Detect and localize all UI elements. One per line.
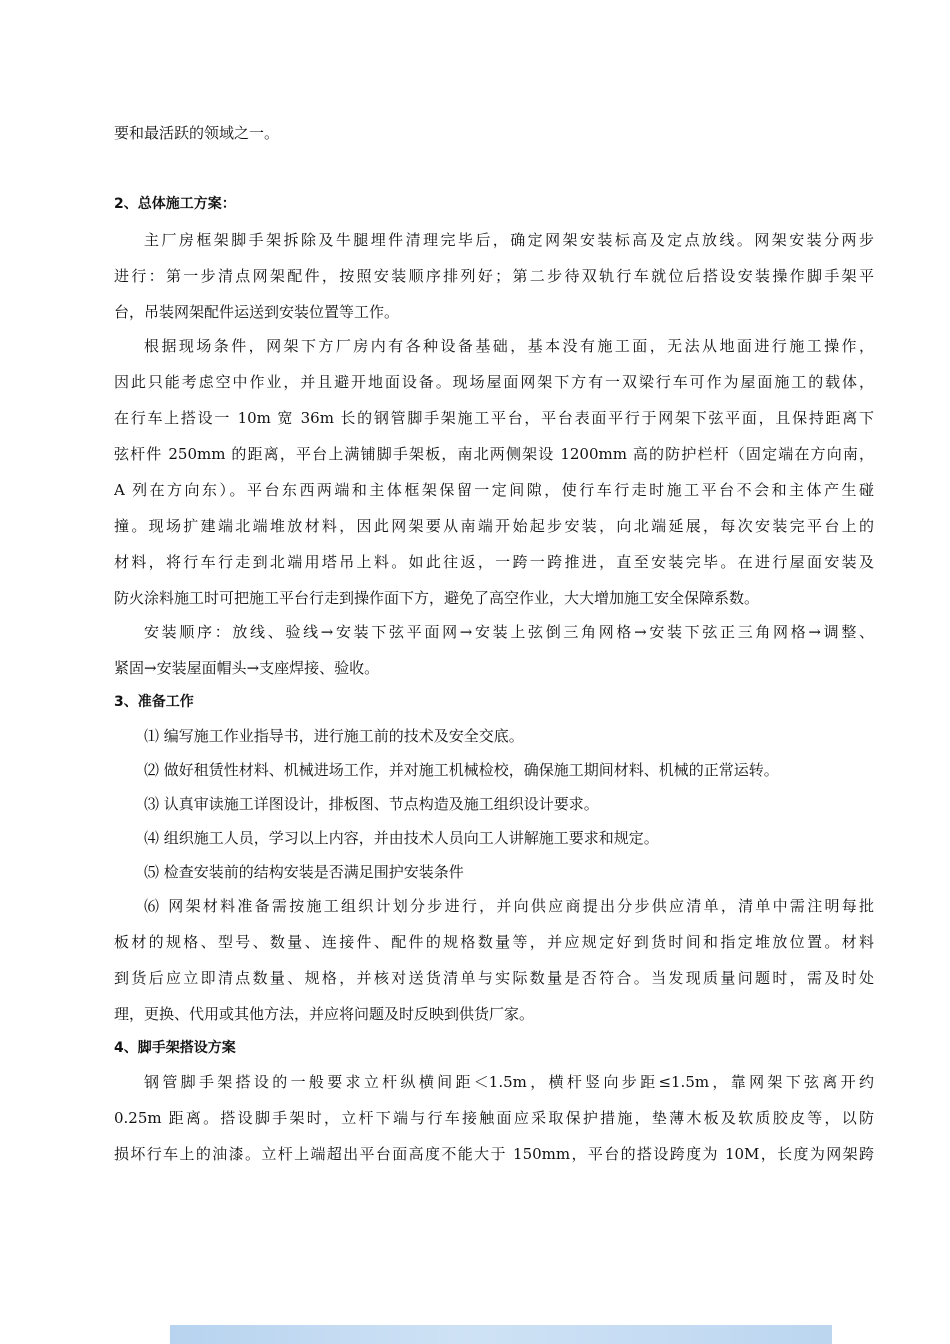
intro-tail-line: 要和最活跃的领域之一。: [114, 124, 280, 142]
s2-p3-line-2: 紧固→安装屋面帽头→支座焊接、验收。: [114, 659, 380, 677]
s2-p2-line-5: A 列在方向东）。平台东西两端和主体框架保留一定间隙，使行车行走时施工平台不会和主体产生碰: [114, 481, 874, 499]
s2-p2-line-2: 因此只能考虑空中作业，并且避开地面设备。现场屋面网架下方有一双梁行车可作为屋面施工的载体，: [114, 373, 874, 391]
s2-p2-line-6: 撞。现场扩建端北端堆放材料，因此网架要从南端开始起步安装，向北端延展，每次安装完平台上的: [114, 517, 874, 535]
footer-decoration-band: [170, 1325, 832, 1344]
s4-p1-line-3: 损坏行车上的油漆。立杆上端超出平台面高度不能大于 150mm，平台的搭设跨度为 10M，长度为网架跨: [114, 1145, 874, 1163]
s4-p1-line-1: 钢管脚手架搭设的一般要求立杆纵横间距＜1.5m，横杆竖向步距≤1.5m，靠网架下弦离开约: [144, 1073, 874, 1091]
s2-p1-line-2: 进行：第一步清点网架配件，按照安装顺序排列好；第二步待双轨行车就位后搭设安装操作脚手架平: [114, 267, 874, 285]
s2-p3-line-1: 安装顺序：放线、验线→安装下弦平面网→安装上弦倒三角网格→安装下弦正三角网格→调整、: [144, 623, 874, 641]
s3-item-6-line-2: 板材的规格、型号、数量、连接件、配件的规格数量等，并应规定好到货时间和指定堆放位置。材料: [114, 933, 874, 951]
s3-item-2: ⑵ 做好租赁性材料、机械进场工作，并对施工机械检校，确保施工期间材料、机械的正常运转。: [144, 761, 779, 779]
section-4-heading: 4、脚手架搭设方案: [114, 1040, 236, 1056]
s3-item-6-line-1: ⑹ 网架材料准备需按施工组织计划分步进行，并向供应商提出分步供应清单，清单中需注明每批: [144, 897, 874, 915]
s3-item-5: ⑸ 检查安装前的结构安装是否满足围护安装条件: [144, 863, 464, 881]
s2-p2-line-3: 在行车上搭设一 10m 宽 36m 长的钢管脚手架施工平台，平台表面平行于网架下弦平面，且保持距离下: [114, 409, 874, 427]
document-body: [114, 123, 874, 1164]
s3-item-3: ⑶ 认真审读施工详图设计，排板图、节点构造及施工组织设计要求。: [144, 795, 599, 813]
s2-p1-line-3: 台，吊装网架配件运送到安装位置等工作。: [114, 303, 400, 321]
s2-p2-line-7: 材料，将行车行走到北端用塔吊上料。如此往返，一跨一跨推进，直至安装完毕。在进行屋面安装及: [114, 553, 874, 571]
s3-item-6-line-4: 理，更换、代用或其他方法，并应将问题及时反映到供货厂家。: [114, 1005, 535, 1023]
s4-p1-line-2: 0.25m 距离。搭设脚手架时，立杆下端与行车接触面应采取保护措施，垫薄木板及软质胶皮等，以防: [114, 1109, 874, 1127]
s2-p2-line-1: 根据现场条件，网架下方厂房内有各种设备基础，基本没有施工面，无法从地面进行施工操作，: [144, 337, 874, 355]
s2-p1-line-1: 主厂房框架脚手架拆除及牛腿埋件清理完毕后，确定网架安装标高及定点放线。网架安装分两步: [144, 231, 874, 249]
s2-p2-line-4: 弦杆件 250mm 的距离，平台上满铺脚手架板，南北两侧架设 1200mm 高的防护栏杆（固定端在方向南，: [114, 445, 874, 463]
section-3-heading: 3、准备工作: [114, 694, 194, 710]
section-2-heading: 2、总体施工方案：: [114, 196, 236, 212]
s3-item-6-line-3: 到货后应立即清点数量、规格，并核对送货清单与实际数量是否符合。当发现质量问题时，需及时处: [114, 969, 874, 987]
s3-item-4: ⑷ 组织施工人员，学习以上内容，并由技术人员向工人讲解施工要求和规定。: [144, 829, 659, 847]
s3-item-1: ⑴ 编写施工作业指导书，进行施工前的技术及安全交底。: [144, 727, 524, 745]
s2-p2-line-8: 防火涂料施工时可把施工平台行走到操作面下方，避免了高空作业，大大增加施工安全保障系数。: [114, 589, 760, 607]
